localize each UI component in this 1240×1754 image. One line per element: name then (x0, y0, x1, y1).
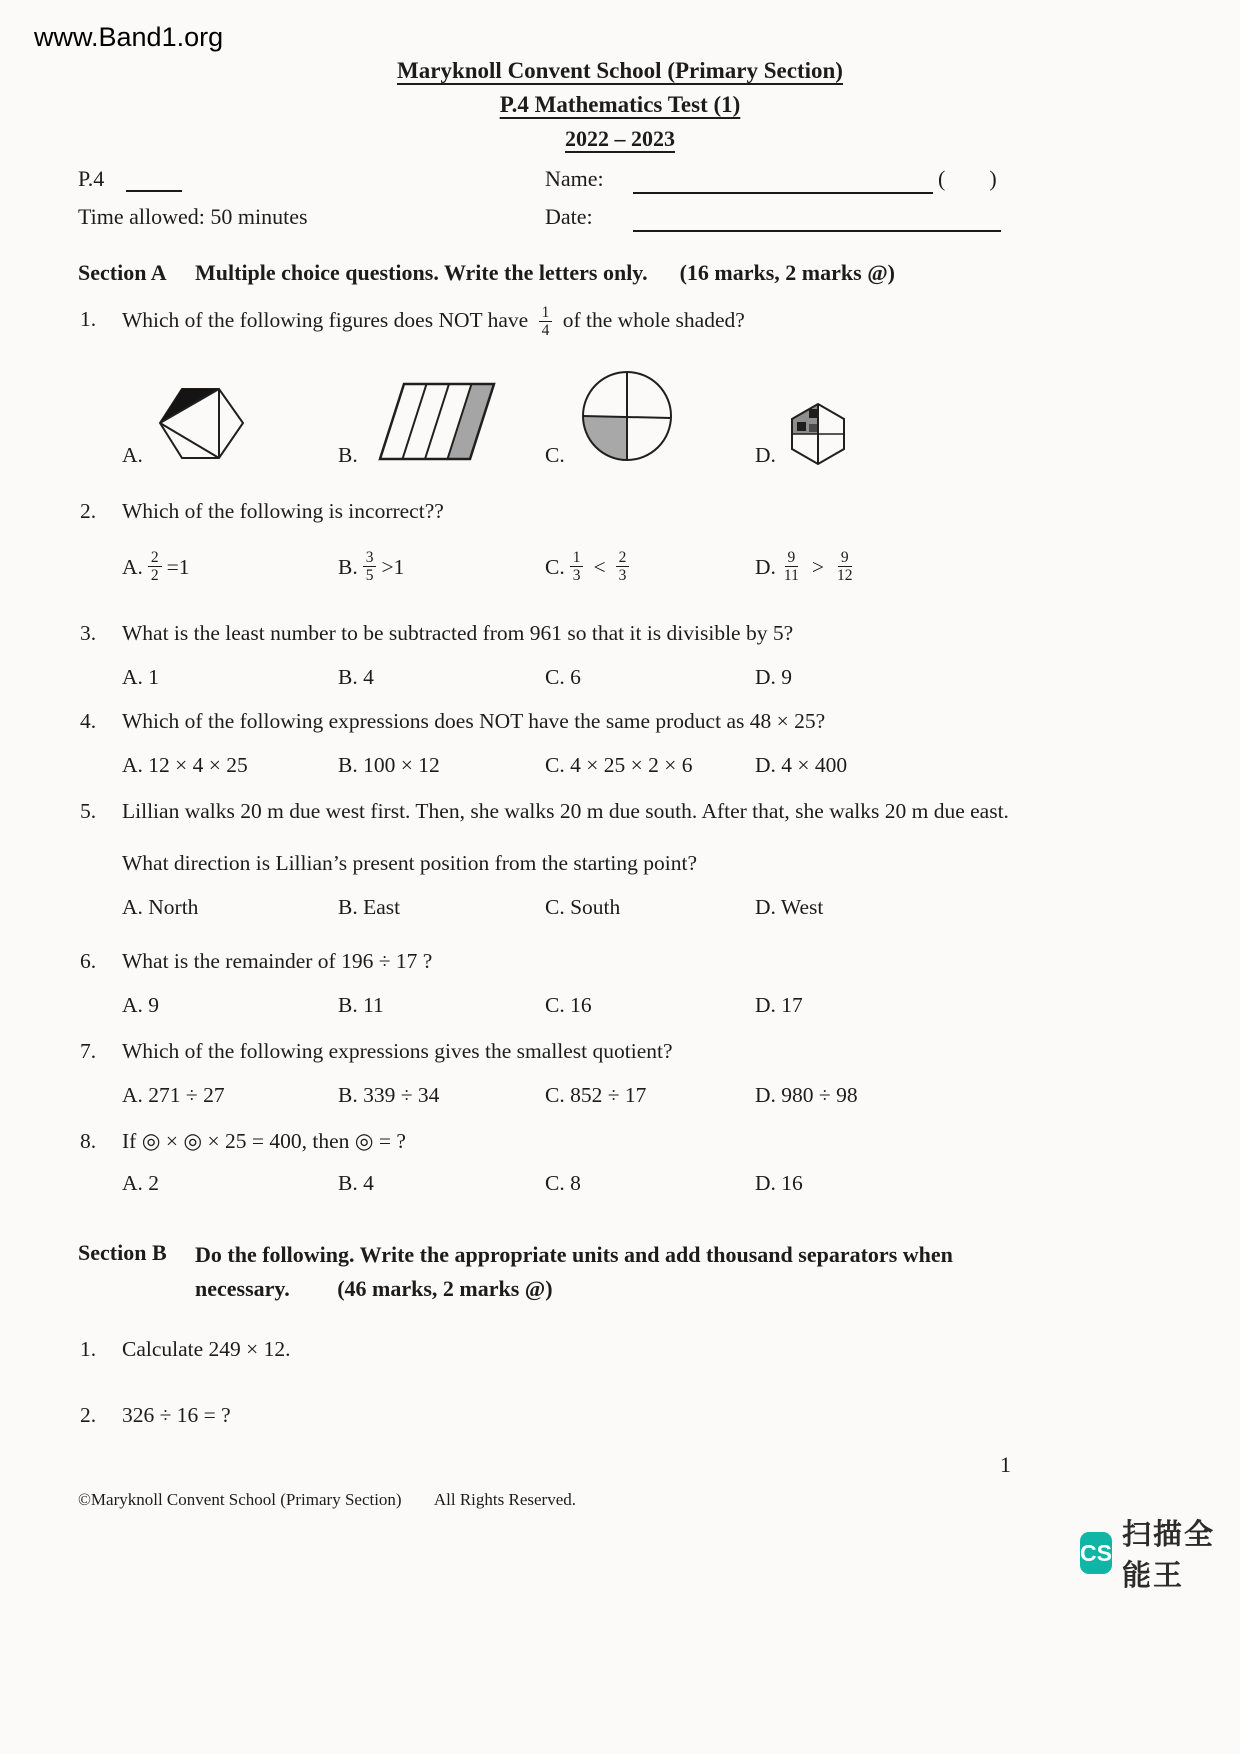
q1-option-b-label: B. (338, 442, 358, 467)
candidate-info (78, 166, 1162, 244)
section-b-title (195, 1238, 953, 1306)
q1-option-b (338, 378, 545, 468)
q5-option-a: A. North (122, 894, 199, 919)
q3-option-a: A. 1 (122, 664, 160, 689)
fraction-numerator: 1 (570, 549, 584, 567)
hexagon-one-part-shaded-icon (155, 382, 247, 466)
school-name: Maryknoll Convent School (Primary Section) (397, 58, 843, 83)
question-5-number: 5. (80, 798, 97, 823)
q8-option-b: B. 4 (338, 1170, 374, 1195)
copyright-line (78, 1490, 576, 1510)
fraction-numerator: 9 (838, 549, 852, 567)
section-a-heading (78, 258, 1240, 288)
q2-option-b-label: B. (338, 554, 358, 579)
copyright-text: ©Maryknoll Convent School (Primary Section) (78, 1490, 402, 1509)
question-5 (80, 796, 1240, 878)
q1-option-a-label: A. (122, 442, 143, 467)
question-6-options (122, 990, 1240, 1020)
q5-option-c: C. South (545, 894, 621, 919)
question-1-figures (122, 356, 1240, 468)
q3-option-c: C. 6 (545, 664, 581, 689)
section-b-label: Section B (78, 1239, 167, 1265)
academic-year: 2022 – 2023 (565, 126, 675, 151)
fraction-3-5 (363, 549, 377, 585)
question-3-text: What is the least number to be subtracted from 961 so that it is divisible by 5? (122, 620, 794, 645)
section-a-marks: (16 marks, 2 marks @) (679, 260, 895, 285)
section-b-question-2-number: 2. (80, 1402, 97, 1427)
section-b-marks: (46 marks, 2 marks @) (337, 1275, 553, 1301)
parallelogram-strip-shaded-icon (370, 378, 498, 466)
fraction-2-3 (616, 549, 630, 585)
date-blank-line (633, 204, 1001, 232)
question-8-text: If ◎ × ◎ × 25 = 400, then ◎ = ? (122, 1128, 406, 1153)
fraction-denominator: 2 (150, 567, 159, 585)
section-b-question-1 (80, 1334, 1240, 1364)
q4-option-b: B. 100 × 12 (338, 752, 440, 777)
page-number: 1 (1000, 1452, 1011, 1477)
question-7 (80, 1036, 1240, 1066)
q7-option-a: A. 271 ÷ 27 (122, 1082, 225, 1107)
camscanner-badge (1080, 1512, 1240, 1594)
camscanner-icon: CS (1080, 1532, 1112, 1574)
section-a-title: Multiple choice questions. Write the letters only. (195, 260, 648, 285)
question-6-text: What is the remainder of 196 ÷ 17 ? (122, 948, 433, 973)
question-8 (80, 1126, 1240, 1156)
q2-option-c (545, 549, 755, 585)
date-label: Date: (545, 204, 593, 229)
fraction-numerator: 1 (539, 304, 553, 322)
section-b-title-line-2: necessary. (195, 1275, 290, 1301)
section-b-question-2-text: 326 ÷ 16 = ? (122, 1402, 231, 1427)
question-1-number: 1. (80, 307, 97, 331)
q5-option-b: B. East (338, 894, 401, 919)
section-b-question-1-number: 1. (80, 1336, 97, 1361)
question-7-number: 7. (80, 1038, 97, 1063)
q4-option-c: C. 4 × 25 × 2 × 6 (545, 752, 693, 777)
question-7-text: Which of the following expressions gives the smallest quotient? (122, 1038, 673, 1063)
greater-than-sign: > (811, 554, 824, 579)
name-blank-line (633, 166, 933, 194)
fraction-denominator: 5 (365, 567, 374, 585)
question-2-options (122, 540, 1240, 594)
fraction-9-11 (781, 549, 802, 585)
question-2-number: 2. (80, 498, 97, 523)
section-b-title-line-2-wrap (195, 1272, 953, 1306)
question-5-options (122, 892, 1240, 922)
question-4 (80, 706, 1240, 736)
section-b-title-line-1: Do the following. Write the appropriate units and add thousand separators when (195, 1241, 953, 1267)
question-5-line-1: Lillian walks 20 m due west first. Then, she walks 20 m due south. After that, she walks 20 m due east. (122, 798, 1009, 823)
q2-option-a-label: A. (122, 554, 143, 579)
fraction-numerator: 9 (785, 549, 799, 567)
q2-option-b (338, 549, 545, 585)
rights-text: All Rights Reserved. (433, 1490, 576, 1509)
section-b-heading (78, 1238, 1240, 1306)
fraction-one-quarter (539, 304, 553, 340)
fraction-denominator: 3 (572, 567, 581, 585)
class-number-brackets: ( ) (938, 166, 997, 191)
question-1-text-before: Which of the following figures does NOT have (122, 307, 529, 332)
q4-option-d: D. 4 × 400 (755, 752, 848, 777)
q8-option-c: C. 8 (545, 1170, 581, 1195)
question-5-line-2: What direction is Lillian’s present position from the starting point? (122, 850, 698, 875)
question-1-text-after: of the whole shaded? (562, 307, 745, 332)
camscanner-name: 扫描全能王 (1121, 1519, 1215, 1592)
question-6 (80, 946, 1240, 976)
question-6-number: 6. (80, 948, 97, 973)
q8-option-a: A. 2 (122, 1170, 160, 1195)
q2-option-a (122, 549, 338, 585)
question-8-number: 8. (80, 1128, 97, 1153)
question-8-options (122, 1168, 1240, 1198)
q6-option-c: C. 16 (545, 992, 592, 1017)
q3-option-d: D. 9 (755, 664, 793, 689)
question-7-options (122, 1080, 1240, 1110)
question-4-text: Which of the following expressions does NOT have the same product as 48 × 25? (122, 708, 826, 733)
q1-option-d-label: D. (755, 442, 776, 467)
section-b-question-1-text: Calculate 249 × 12. (122, 1336, 291, 1361)
section-b-question-2 (80, 1400, 1240, 1430)
q2-option-d (755, 549, 1240, 585)
q1-option-c (545, 366, 755, 468)
q2-option-b-tail: >1 (381, 554, 405, 579)
fraction-numerator: 2 (148, 549, 162, 567)
question-3-number: 3. (80, 620, 97, 645)
circle-quarter-shaded-icon (577, 366, 677, 466)
q6-option-d: D. 17 (755, 992, 803, 1017)
class-label: P.4 (78, 166, 105, 191)
q2-option-c-label: C. (545, 554, 565, 579)
q8-option-d: D. 16 (755, 1170, 803, 1195)
question-5-text (122, 796, 1240, 878)
fraction-2-2 (148, 549, 162, 585)
question-2-text: Which of the following is incorrect?? (122, 498, 444, 523)
q2-option-a-tail: =1 (166, 554, 190, 579)
q1-option-c-label: C. (545, 442, 565, 467)
fraction-numerator: 2 (616, 549, 630, 567)
watermark-url: www.Band1.org (34, 22, 224, 52)
question-3 (80, 618, 1240, 648)
fraction-denominator: 3 (618, 567, 627, 585)
fraction-denominator: 11 (783, 567, 799, 585)
question-4-number: 4. (80, 708, 97, 733)
hexagon-quarter-shaded-icon (788, 402, 848, 466)
q1-option-d (755, 402, 1240, 468)
class-blank-line (126, 166, 182, 192)
q5-option-d: D. West (755, 894, 824, 919)
q6-option-b: B. 11 (338, 992, 384, 1017)
fraction-denominator: 12 (836, 567, 853, 585)
section-a-label: Section A (78, 260, 167, 285)
fraction-1-3 (570, 549, 584, 585)
less-than-sign: < (593, 554, 606, 579)
question-1 (80, 304, 1240, 340)
q1-option-a (122, 382, 338, 468)
fraction-numerator: 3 (363, 549, 377, 567)
question-3-options (122, 662, 1240, 692)
q3-option-b: B. 4 (338, 664, 374, 689)
q6-option-a: A. 9 (122, 992, 160, 1017)
question-4-options (122, 750, 1240, 780)
q7-option-c: C. 852 ÷ 17 (545, 1082, 647, 1107)
q7-option-b: B. 339 ÷ 34 (338, 1082, 440, 1107)
question-1-text (122, 304, 1240, 340)
time-allowed-label: Time allowed: 50 minutes (78, 204, 308, 229)
fraction-9-12 (834, 549, 856, 585)
question-2 (80, 496, 1240, 526)
q7-option-d: D. 980 ÷ 98 (755, 1082, 858, 1107)
name-label: Name: (545, 166, 604, 191)
q4-option-a: A. 12 × 4 × 25 (122, 752, 248, 777)
q2-option-d-label: D. (755, 554, 776, 579)
test-title: P.4 Mathematics Test (1) (499, 92, 741, 117)
fraction-denominator: 4 (541, 322, 550, 340)
